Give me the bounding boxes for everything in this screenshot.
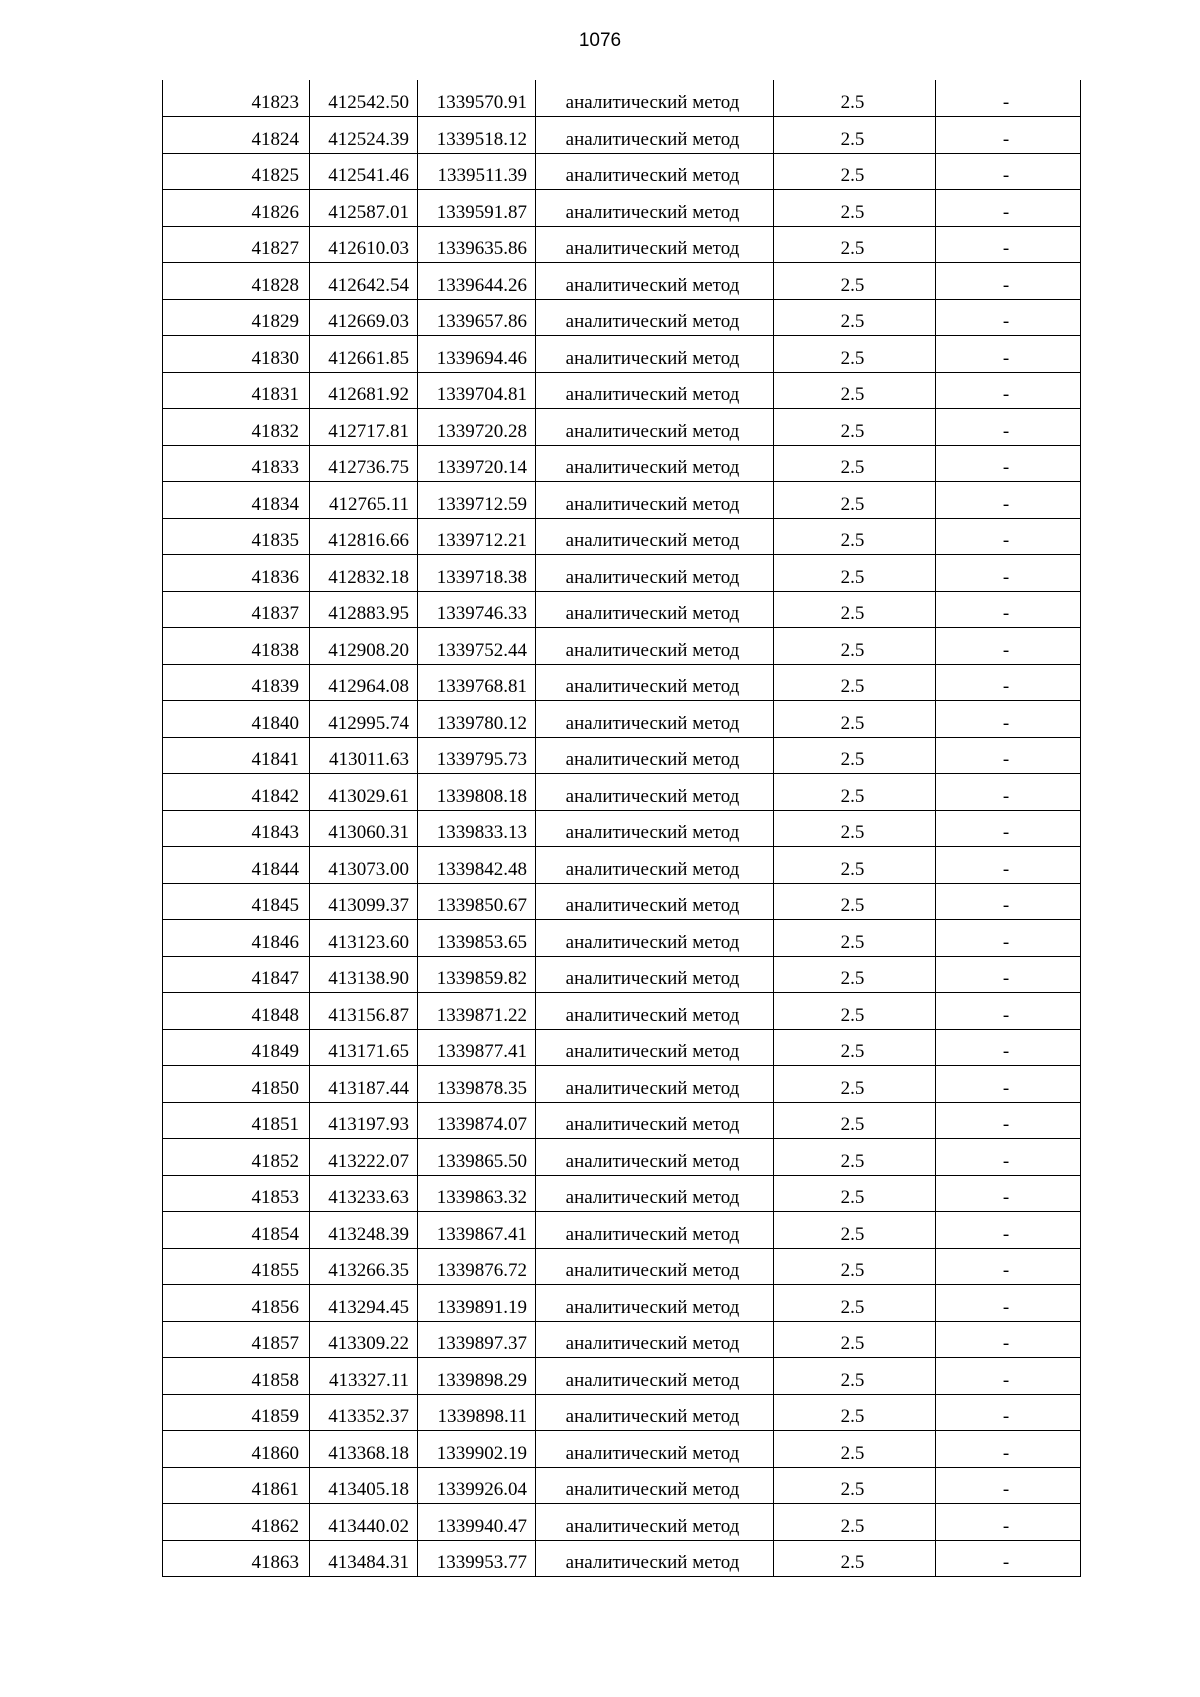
accuracy-cell: 2.5 [774, 518, 936, 555]
accuracy-cell: 2.5 [774, 1102, 936, 1139]
y-coordinate-cell: 1339780.12 [418, 701, 536, 738]
x-coordinate-cell: 413327.11 [310, 1358, 418, 1395]
table-row [163, 1139, 1081, 1176]
note-cell: - [936, 336, 1081, 373]
method-cell: аналитический метод [536, 774, 774, 811]
accuracy-cell: 2.5 [774, 701, 936, 738]
point-number-cell: 41857 [163, 1321, 310, 1358]
y-coordinate-cell: 1339891.19 [418, 1285, 536, 1322]
accuracy-cell: 2.5 [774, 1029, 936, 1066]
method-cell: аналитический метод [536, 555, 774, 592]
accuracy-cell: 2.5 [774, 1358, 936, 1395]
x-coordinate-cell: 413029.61 [310, 774, 418, 811]
point-number-cell: 41862 [163, 1504, 310, 1541]
y-coordinate-cell: 1339768.81 [418, 664, 536, 701]
method-cell: аналитический метод [536, 482, 774, 519]
accuracy-cell: 2.5 [774, 920, 936, 957]
method-cell: аналитический метод [536, 153, 774, 190]
coordinates-table-container [162, 80, 1080, 1577]
table-row [163, 372, 1081, 409]
point-number-cell: 41827 [163, 226, 310, 263]
table-row [163, 80, 1081, 117]
note-cell: - [936, 591, 1081, 628]
y-coordinate-cell: 1339867.41 [418, 1212, 536, 1249]
note-cell: - [936, 1431, 1081, 1468]
note-cell: - [936, 1504, 1081, 1541]
note-cell: - [936, 1540, 1081, 1577]
note-cell: - [936, 1102, 1081, 1139]
method-cell: аналитический метод [536, 591, 774, 628]
method-cell: аналитический метод [536, 226, 774, 263]
y-coordinate-cell: 1339865.50 [418, 1139, 536, 1176]
point-number-cell: 41847 [163, 956, 310, 993]
table-row [163, 1212, 1081, 1249]
y-coordinate-cell: 1339853.65 [418, 920, 536, 957]
y-coordinate-cell: 1339694.46 [418, 336, 536, 373]
method-cell: аналитический метод [536, 628, 774, 665]
point-number-cell: 41841 [163, 737, 310, 774]
x-coordinate-cell: 412995.74 [310, 701, 418, 738]
table-row [163, 555, 1081, 592]
x-coordinate-cell: 413197.93 [310, 1102, 418, 1139]
table-row [163, 701, 1081, 738]
method-cell: аналитический метод [536, 847, 774, 884]
page-number: 1076 [578, 30, 622, 51]
point-number-cell: 41863 [163, 1540, 310, 1577]
point-number-cell: 41832 [163, 409, 310, 446]
table-row [163, 1321, 1081, 1358]
accuracy-cell: 2.5 [774, 1066, 936, 1103]
point-number-cell: 41854 [163, 1212, 310, 1249]
point-number-cell: 41833 [163, 445, 310, 482]
y-coordinate-cell: 1339570.91 [418, 80, 536, 117]
table-row [163, 883, 1081, 920]
point-number-cell: 41859 [163, 1394, 310, 1431]
method-cell: аналитический метод [536, 956, 774, 993]
note-cell: - [936, 920, 1081, 957]
x-coordinate-cell: 412717.81 [310, 409, 418, 446]
note-cell: - [936, 445, 1081, 482]
table-row [163, 956, 1081, 993]
table-row [163, 117, 1081, 154]
note-cell: - [936, 372, 1081, 409]
method-cell: аналитический метод [536, 1358, 774, 1395]
x-coordinate-cell: 413156.87 [310, 993, 418, 1030]
table-row [163, 1029, 1081, 1066]
method-cell: аналитический метод [536, 445, 774, 482]
accuracy-cell: 2.5 [774, 774, 936, 811]
table-row [163, 153, 1081, 190]
x-coordinate-cell: 412587.01 [310, 190, 418, 227]
note-cell: - [936, 263, 1081, 300]
note-cell: - [936, 226, 1081, 263]
note-cell: - [936, 993, 1081, 1030]
accuracy-cell: 2.5 [774, 737, 936, 774]
accuracy-cell: 2.5 [774, 80, 936, 117]
accuracy-cell: 2.5 [774, 1321, 936, 1358]
point-number-cell: 41842 [163, 774, 310, 811]
x-coordinate-cell: 412736.75 [310, 445, 418, 482]
note-cell: - [936, 1394, 1081, 1431]
table-row [163, 409, 1081, 446]
accuracy-cell: 2.5 [774, 117, 936, 154]
y-coordinate-cell: 1339591.87 [418, 190, 536, 227]
y-coordinate-cell: 1339712.59 [418, 482, 536, 519]
table-row [163, 1394, 1081, 1431]
note-cell: - [936, 1212, 1081, 1249]
table-row [163, 1066, 1081, 1103]
x-coordinate-cell: 413171.65 [310, 1029, 418, 1066]
accuracy-cell: 2.5 [774, 372, 936, 409]
point-number-cell: 41856 [163, 1285, 310, 1322]
accuracy-cell: 2.5 [774, 445, 936, 482]
note-cell: - [936, 1358, 1081, 1395]
x-coordinate-cell: 413187.44 [310, 1066, 418, 1103]
point-number-cell: 41829 [163, 299, 310, 336]
x-coordinate-cell: 413352.37 [310, 1394, 418, 1431]
note-cell: - [936, 628, 1081, 665]
method-cell: аналитический метод [536, 1066, 774, 1103]
x-coordinate-cell: 412765.11 [310, 482, 418, 519]
x-coordinate-cell: 412908.20 [310, 628, 418, 665]
point-number-cell: 41860 [163, 1431, 310, 1468]
x-coordinate-cell: 413248.39 [310, 1212, 418, 1249]
note-cell: - [936, 555, 1081, 592]
accuracy-cell: 2.5 [774, 664, 936, 701]
x-coordinate-cell: 412832.18 [310, 555, 418, 592]
accuracy-cell: 2.5 [774, 1504, 936, 1541]
method-cell: аналитический метод [536, 1248, 774, 1285]
x-coordinate-cell: 413294.45 [310, 1285, 418, 1322]
y-coordinate-cell: 1339871.22 [418, 993, 536, 1030]
x-coordinate-cell: 413011.63 [310, 737, 418, 774]
note-cell: - [936, 1285, 1081, 1322]
point-number-cell: 41826 [163, 190, 310, 227]
table-row [163, 336, 1081, 373]
x-coordinate-cell: 413233.63 [310, 1175, 418, 1212]
table-row [163, 1358, 1081, 1395]
accuracy-cell: 2.5 [774, 1285, 936, 1322]
note-cell: - [936, 664, 1081, 701]
y-coordinate-cell: 1339898.11 [418, 1394, 536, 1431]
y-coordinate-cell: 1339718.38 [418, 555, 536, 592]
point-number-cell: 41839 [163, 664, 310, 701]
method-cell: аналитический метод [536, 920, 774, 957]
note-cell: - [936, 482, 1081, 519]
table-row [163, 518, 1081, 555]
method-cell: аналитический метод [536, 1139, 774, 1176]
note-cell: - [936, 80, 1081, 117]
method-cell: аналитический метод [536, 1029, 774, 1066]
point-number-cell: 41861 [163, 1467, 310, 1504]
point-number-cell: 41850 [163, 1066, 310, 1103]
accuracy-cell: 2.5 [774, 1212, 936, 1249]
x-coordinate-cell: 413138.90 [310, 956, 418, 993]
accuracy-cell: 2.5 [774, 1248, 936, 1285]
note-cell: - [936, 1467, 1081, 1504]
y-coordinate-cell: 1339712.21 [418, 518, 536, 555]
accuracy-cell: 2.5 [774, 810, 936, 847]
y-coordinate-cell: 1339635.86 [418, 226, 536, 263]
y-coordinate-cell: 1339511.39 [418, 153, 536, 190]
note-cell: - [936, 153, 1081, 190]
point-number-cell: 41855 [163, 1248, 310, 1285]
note-cell: - [936, 774, 1081, 811]
accuracy-cell: 2.5 [774, 190, 936, 227]
x-coordinate-cell: 412642.54 [310, 263, 418, 300]
x-coordinate-cell: 412964.08 [310, 664, 418, 701]
point-number-cell: 41825 [163, 153, 310, 190]
y-coordinate-cell: 1339859.82 [418, 956, 536, 993]
x-coordinate-cell: 413073.00 [310, 847, 418, 884]
note-cell: - [936, 518, 1081, 555]
table-row [163, 810, 1081, 847]
y-coordinate-cell: 1339850.67 [418, 883, 536, 920]
x-coordinate-cell: 412542.50 [310, 80, 418, 117]
method-cell: аналитический метод [536, 993, 774, 1030]
method-cell: аналитический метод [536, 409, 774, 446]
note-cell: - [936, 1066, 1081, 1103]
x-coordinate-cell: 413368.18 [310, 1431, 418, 1468]
method-cell: аналитический метод [536, 80, 774, 117]
y-coordinate-cell: 1339795.73 [418, 737, 536, 774]
point-number-cell: 41836 [163, 555, 310, 592]
point-number-cell: 41838 [163, 628, 310, 665]
y-coordinate-cell: 1339898.29 [418, 1358, 536, 1395]
y-coordinate-cell: 1339746.33 [418, 591, 536, 628]
note-cell: - [936, 883, 1081, 920]
accuracy-cell: 2.5 [774, 1394, 936, 1431]
accuracy-cell: 2.5 [774, 847, 936, 884]
y-coordinate-cell: 1339953.77 [418, 1540, 536, 1577]
x-coordinate-cell: 413440.02 [310, 1504, 418, 1541]
method-cell: аналитический метод [536, 1321, 774, 1358]
table-row [163, 1285, 1081, 1322]
note-cell: - [936, 190, 1081, 227]
method-cell: аналитический метод [536, 263, 774, 300]
accuracy-cell: 2.5 [774, 482, 936, 519]
x-coordinate-cell: 412883.95 [310, 591, 418, 628]
method-cell: аналитический метод [536, 1212, 774, 1249]
accuracy-cell: 2.5 [774, 956, 936, 993]
method-cell: аналитический метод [536, 518, 774, 555]
table-row [163, 190, 1081, 227]
table-row [163, 920, 1081, 957]
y-coordinate-cell: 1339657.86 [418, 299, 536, 336]
x-coordinate-cell: 412816.66 [310, 518, 418, 555]
method-cell: аналитический метод [536, 1540, 774, 1577]
y-coordinate-cell: 1339720.28 [418, 409, 536, 446]
point-number-cell: 41835 [163, 518, 310, 555]
note-cell: - [936, 409, 1081, 446]
x-coordinate-cell: 413222.07 [310, 1139, 418, 1176]
method-cell: аналитический метод [536, 883, 774, 920]
point-number-cell: 41858 [163, 1358, 310, 1395]
point-number-cell: 41840 [163, 701, 310, 738]
x-coordinate-cell: 412669.03 [310, 299, 418, 336]
point-number-cell: 41851 [163, 1102, 310, 1139]
note-cell: - [936, 810, 1081, 847]
y-coordinate-cell: 1339752.44 [418, 628, 536, 665]
table-row [163, 1248, 1081, 1285]
accuracy-cell: 2.5 [774, 1139, 936, 1176]
x-coordinate-cell: 412524.39 [310, 117, 418, 154]
accuracy-cell: 2.5 [774, 153, 936, 190]
table-row [163, 482, 1081, 519]
point-number-cell: 41843 [163, 810, 310, 847]
x-coordinate-cell: 413309.22 [310, 1321, 418, 1358]
table-row [163, 226, 1081, 263]
table-body [163, 80, 1081, 1577]
x-coordinate-cell: 413405.18 [310, 1467, 418, 1504]
point-number-cell: 41823 [163, 80, 310, 117]
note-cell: - [936, 956, 1081, 993]
method-cell: аналитический метод [536, 701, 774, 738]
x-coordinate-cell: 413484.31 [310, 1540, 418, 1577]
y-coordinate-cell: 1339897.37 [418, 1321, 536, 1358]
method-cell: аналитический метод [536, 737, 774, 774]
y-coordinate-cell: 1339808.18 [418, 774, 536, 811]
method-cell: аналитический метод [536, 1467, 774, 1504]
table-row [163, 737, 1081, 774]
y-coordinate-cell: 1339876.72 [418, 1248, 536, 1285]
table-row [163, 993, 1081, 1030]
table-row [163, 591, 1081, 628]
table-row [163, 299, 1081, 336]
method-cell: аналитический метод [536, 810, 774, 847]
table-row [163, 1467, 1081, 1504]
method-cell: аналитический метод [536, 190, 774, 227]
point-number-cell: 41848 [163, 993, 310, 1030]
table-row [163, 847, 1081, 884]
method-cell: аналитический метод [536, 1285, 774, 1322]
y-coordinate-cell: 1339833.13 [418, 810, 536, 847]
point-number-cell: 41837 [163, 591, 310, 628]
note-cell: - [936, 1139, 1081, 1176]
accuracy-cell: 2.5 [774, 1540, 936, 1577]
accuracy-cell: 2.5 [774, 628, 936, 665]
table-row [163, 664, 1081, 701]
point-number-cell: 41844 [163, 847, 310, 884]
note-cell: - [936, 1248, 1081, 1285]
accuracy-cell: 2.5 [774, 1431, 936, 1468]
note-cell: - [936, 299, 1081, 336]
table-row [163, 774, 1081, 811]
point-number-cell: 41846 [163, 920, 310, 957]
method-cell: аналитический метод [536, 1394, 774, 1431]
coordinates-table [162, 80, 1081, 1577]
x-coordinate-cell: 413060.31 [310, 810, 418, 847]
method-cell: аналитический метод [536, 1504, 774, 1541]
method-cell: аналитический метод [536, 336, 774, 373]
point-number-cell: 41853 [163, 1175, 310, 1212]
point-number-cell: 41845 [163, 883, 310, 920]
method-cell: аналитический метод [536, 1431, 774, 1468]
y-coordinate-cell: 1339644.26 [418, 263, 536, 300]
note-cell: - [936, 737, 1081, 774]
table-row [163, 1175, 1081, 1212]
method-cell: аналитический метод [536, 1175, 774, 1212]
point-number-cell: 41828 [163, 263, 310, 300]
y-coordinate-cell: 1339874.07 [418, 1102, 536, 1139]
y-coordinate-cell: 1339704.81 [418, 372, 536, 409]
accuracy-cell: 2.5 [774, 409, 936, 446]
table-row [163, 1504, 1081, 1541]
x-coordinate-cell: 413123.60 [310, 920, 418, 957]
y-coordinate-cell: 1339902.19 [418, 1431, 536, 1468]
accuracy-cell: 2.5 [774, 299, 936, 336]
y-coordinate-cell: 1339878.35 [418, 1066, 536, 1103]
point-number-cell: 41830 [163, 336, 310, 373]
x-coordinate-cell: 413099.37 [310, 883, 418, 920]
accuracy-cell: 2.5 [774, 555, 936, 592]
x-coordinate-cell: 412681.92 [310, 372, 418, 409]
y-coordinate-cell: 1339863.32 [418, 1175, 536, 1212]
accuracy-cell: 2.5 [774, 993, 936, 1030]
accuracy-cell: 2.5 [774, 226, 936, 263]
table-row [163, 1540, 1081, 1577]
method-cell: аналитический метод [536, 117, 774, 154]
point-number-cell: 41852 [163, 1139, 310, 1176]
accuracy-cell: 2.5 [774, 336, 936, 373]
accuracy-cell: 2.5 [774, 263, 936, 300]
y-coordinate-cell: 1339518.12 [418, 117, 536, 154]
method-cell: аналитический метод [536, 372, 774, 409]
x-coordinate-cell: 412610.03 [310, 226, 418, 263]
x-coordinate-cell: 413266.35 [310, 1248, 418, 1285]
point-number-cell: 41831 [163, 372, 310, 409]
method-cell: аналитический метод [536, 664, 774, 701]
y-coordinate-cell: 1339877.41 [418, 1029, 536, 1066]
note-cell: - [936, 117, 1081, 154]
y-coordinate-cell: 1339720.14 [418, 445, 536, 482]
accuracy-cell: 2.5 [774, 1467, 936, 1504]
accuracy-cell: 2.5 [774, 883, 936, 920]
method-cell: аналитический метод [536, 299, 774, 336]
accuracy-cell: 2.5 [774, 591, 936, 628]
point-number-cell: 41849 [163, 1029, 310, 1066]
table-row [163, 263, 1081, 300]
table-row [163, 628, 1081, 665]
point-number-cell: 41834 [163, 482, 310, 519]
note-cell: - [936, 1175, 1081, 1212]
accuracy-cell: 2.5 [774, 1175, 936, 1212]
point-number-cell: 41824 [163, 117, 310, 154]
table-row [163, 445, 1081, 482]
y-coordinate-cell: 1339926.04 [418, 1467, 536, 1504]
note-cell: - [936, 1029, 1081, 1066]
method-cell: аналитический метод [536, 1102, 774, 1139]
note-cell: - [936, 701, 1081, 738]
table-row [163, 1102, 1081, 1139]
note-cell: - [936, 1321, 1081, 1358]
x-coordinate-cell: 412661.85 [310, 336, 418, 373]
note-cell: - [936, 847, 1081, 884]
x-coordinate-cell: 412541.46 [310, 153, 418, 190]
y-coordinate-cell: 1339842.48 [418, 847, 536, 884]
table-row [163, 1431, 1081, 1468]
y-coordinate-cell: 1339940.47 [418, 1504, 536, 1541]
